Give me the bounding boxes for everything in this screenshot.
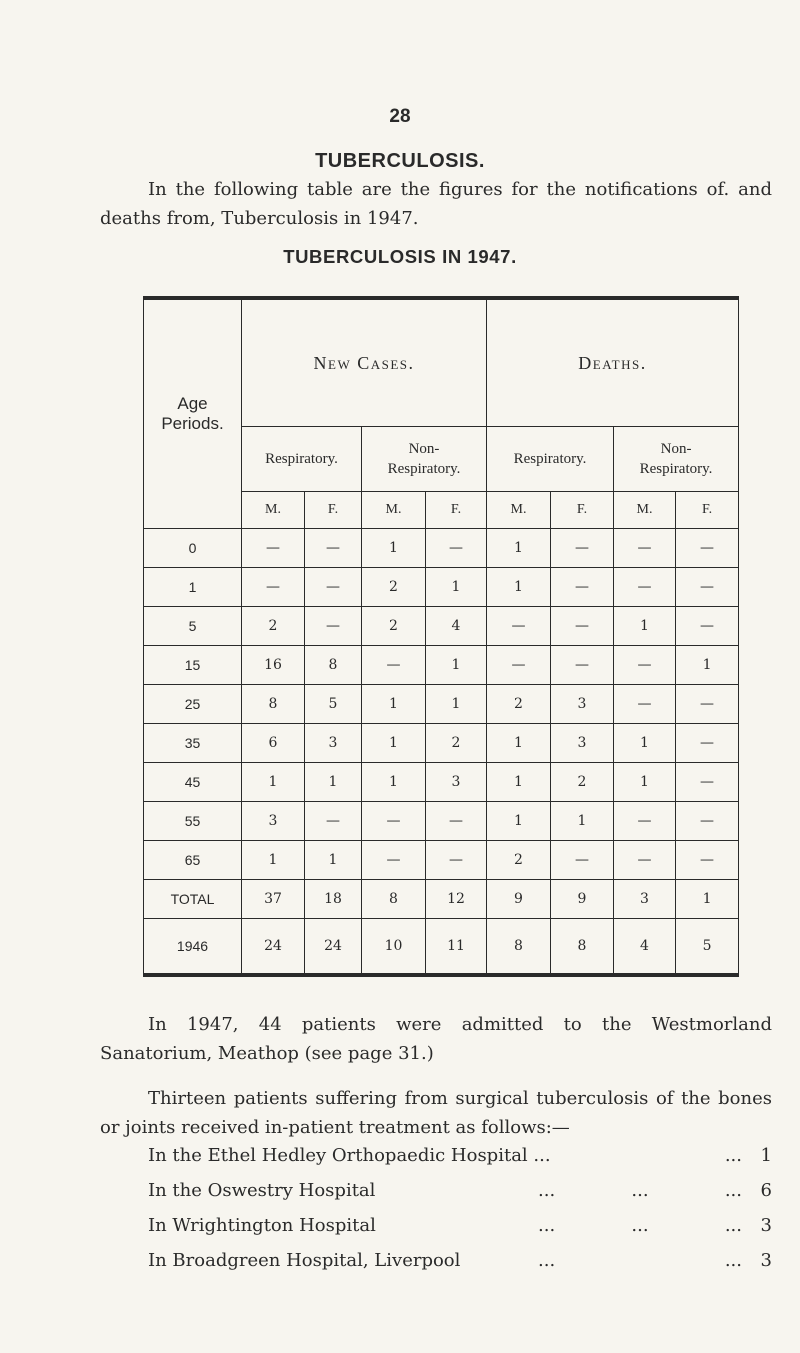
count-cell: 4	[614, 919, 676, 976]
count-cell: —	[487, 607, 551, 646]
table-row	[144, 685, 739, 724]
table-row	[144, 529, 739, 568]
leader-dots	[538, 1173, 752, 1208]
count-cell: 2	[487, 685, 551, 724]
count-cell: 1	[426, 685, 487, 724]
hospital-name: In the Ethel Hedley Orthopaedic Hospital ...	[148, 1145, 551, 1166]
count-cell: 1	[362, 685, 426, 724]
count-cell: —	[676, 529, 739, 568]
count-cell: 37	[242, 880, 305, 919]
leader-dot-group: ...	[724, 1215, 742, 1236]
count-cell: —	[676, 685, 739, 724]
subheader-non-respiratory: Non- Respiratory.	[614, 427, 739, 492]
age-period-cell: 1946	[144, 919, 242, 976]
count-cell: —	[305, 529, 362, 568]
count-cell: —	[551, 646, 614, 685]
count-cell: 1	[614, 724, 676, 763]
sex-header: F.	[426, 492, 487, 529]
leader-dots	[538, 1243, 752, 1278]
sex-header: M.	[242, 492, 305, 529]
age-period-cell: 0	[144, 529, 242, 568]
table-title: TUBERCULOSIS IN 1947.	[283, 246, 517, 267]
count-cell: 8	[487, 919, 551, 976]
sex-header: M.	[362, 492, 426, 529]
count-cell: 3	[551, 724, 614, 763]
table-row	[144, 724, 739, 763]
leader-dot-group: ...	[724, 1180, 742, 1201]
count-cell: 1	[676, 880, 739, 919]
count-cell: 9	[487, 880, 551, 919]
age-header-line: Age	[177, 394, 208, 413]
count-cell: 12	[426, 880, 487, 919]
sanatorium-paragraph: In 1947, 44 patients were admitted to the Westmorland Sanatorium, Meathop (see page 31.)	[100, 1014, 772, 1064]
leader-dots	[538, 1208, 752, 1243]
count-cell: —	[614, 685, 676, 724]
count-cell: 1	[487, 802, 551, 841]
hospital-name: In Broadgreen Hospital, Liverpool	[148, 1250, 461, 1271]
count-cell: 1	[426, 568, 487, 607]
count-cell: —	[614, 841, 676, 880]
count-cell: —	[305, 607, 362, 646]
count-cell: 1	[487, 763, 551, 802]
count-cell: —	[305, 568, 362, 607]
count-cell: 3	[242, 802, 305, 841]
count-cell: 24	[242, 919, 305, 976]
count-cell: 1	[362, 724, 426, 763]
count-cell: 3	[551, 685, 614, 724]
age-period-cell: 35	[144, 724, 242, 763]
hospital-list-item	[148, 1208, 772, 1243]
surgical-tb-paragraph: Thirteen patients suffering from surgical tuberculosis of the bones or joints received in-patient treatment as follows:—	[100, 1088, 772, 1138]
leader-dot-group: ...	[538, 1215, 556, 1236]
count-cell: 1	[242, 763, 305, 802]
leader-dot-group: ...	[631, 1215, 649, 1236]
table-row	[144, 880, 739, 919]
count-cell: 16	[242, 646, 305, 685]
age-period-cell: 5	[144, 607, 242, 646]
table-row	[144, 568, 739, 607]
count-cell: —	[426, 841, 487, 880]
intro-paragraph: In the following table are the figures for the notifications of. and deaths from, Tuberculosis in 1947.	[100, 179, 772, 229]
count-cell: 2	[362, 568, 426, 607]
count-cell: 8	[362, 880, 426, 919]
count-cell: —	[487, 646, 551, 685]
count-cell: —	[551, 607, 614, 646]
count-cell: 10	[362, 919, 426, 976]
section-heading: TUBERCULOSIS.	[315, 150, 485, 172]
count-cell: —	[362, 646, 426, 685]
count-cell: 3	[614, 880, 676, 919]
subheader-non-respiratory: Non- Respiratory.	[362, 427, 487, 492]
hospital-patient-count: 3	[760, 1250, 772, 1271]
count-cell: —	[305, 802, 362, 841]
count-cell: 8	[305, 646, 362, 685]
hospital-list-item	[148, 1173, 772, 1208]
count-cell: —	[551, 568, 614, 607]
page-number: 28	[389, 106, 411, 127]
hospital-list	[148, 1138, 772, 1278]
age-header-line: Periods.	[161, 414, 224, 433]
age-period-cell: 65	[144, 841, 242, 880]
count-cell: 1	[426, 646, 487, 685]
hospital-patient-count: 6	[760, 1180, 772, 1201]
sex-header: F.	[305, 492, 362, 529]
count-cell: —	[676, 724, 739, 763]
count-cell: 1	[242, 841, 305, 880]
count-cell: —	[242, 568, 305, 607]
hospital-name: In Wrightington Hospital	[148, 1215, 376, 1236]
count-cell: —	[551, 841, 614, 880]
hospital-name: In the Oswestry Hospital	[148, 1180, 376, 1201]
hospital-patient-count: 1	[760, 1145, 772, 1166]
count-cell: 1	[614, 763, 676, 802]
count-cell: 5	[305, 685, 362, 724]
count-cell: 3	[426, 763, 487, 802]
count-cell: 1	[487, 724, 551, 763]
leader-dot-group: ...	[631, 1180, 649, 1201]
count-cell: 1	[362, 763, 426, 802]
count-cell: —	[362, 802, 426, 841]
count-cell: 1	[487, 529, 551, 568]
count-cell: —	[362, 841, 426, 880]
count-cell: —	[614, 529, 676, 568]
count-cell: 8	[551, 919, 614, 976]
sex-header: F.	[676, 492, 739, 529]
count-cell: 9	[551, 880, 614, 919]
count-cell: 4	[426, 607, 487, 646]
deaths-header: Deaths.	[487, 298, 739, 427]
count-cell: 2	[242, 607, 305, 646]
age-period-cell: 25	[144, 685, 242, 724]
table-row	[144, 841, 739, 880]
table-row	[144, 646, 739, 685]
count-cell: 1	[305, 841, 362, 880]
count-cell: —	[676, 568, 739, 607]
age-period-cell: TOTAL	[144, 880, 242, 919]
table-row	[144, 919, 739, 976]
count-cell: 5	[676, 919, 739, 976]
count-cell: 1	[614, 607, 676, 646]
leader-dot-group: ...	[724, 1145, 742, 1166]
age-period-cell: 55	[144, 802, 242, 841]
age-period-cell: 15	[144, 646, 242, 685]
count-cell: 2	[426, 724, 487, 763]
table-row	[144, 802, 739, 841]
count-cell: 2	[551, 763, 614, 802]
count-cell: —	[614, 646, 676, 685]
count-cell: —	[551, 529, 614, 568]
count-cell: 2	[362, 607, 426, 646]
sex-header: M.	[487, 492, 551, 529]
sex-header: M.	[614, 492, 676, 529]
count-cell: 11	[426, 919, 487, 976]
count-cell: —	[676, 607, 739, 646]
count-cell: 1	[362, 529, 426, 568]
hospital-list-item	[148, 1138, 772, 1173]
table-row	[144, 763, 739, 802]
count-cell: 24	[305, 919, 362, 976]
leader-dots	[538, 1138, 752, 1173]
age-period-cell: 45	[144, 763, 242, 802]
new-cases-header: New Cases.	[242, 298, 487, 427]
count-cell: —	[614, 568, 676, 607]
count-cell: —	[676, 802, 739, 841]
tuberculosis-table	[143, 296, 739, 977]
count-cell: —	[426, 802, 487, 841]
leader-dot-group: ...	[724, 1250, 742, 1271]
table-row	[144, 607, 739, 646]
count-cell: —	[676, 763, 739, 802]
count-cell: —	[242, 529, 305, 568]
age-period-cell: 1	[144, 568, 242, 607]
count-cell: —	[676, 841, 739, 880]
count-cell: —	[426, 529, 487, 568]
count-cell: 8	[242, 685, 305, 724]
count-cell: 3	[305, 724, 362, 763]
sex-header: F.	[551, 492, 614, 529]
count-cell: 18	[305, 880, 362, 919]
count-cell: 6	[242, 724, 305, 763]
age-periods-header	[144, 298, 242, 529]
subheader-respiratory: Respiratory.	[487, 427, 614, 492]
count-cell: 1	[487, 568, 551, 607]
hospital-patient-count: 3	[760, 1215, 772, 1236]
count-cell: 2	[487, 841, 551, 880]
count-cell: 1	[676, 646, 739, 685]
count-cell: 1	[305, 763, 362, 802]
hospital-list-item	[148, 1243, 772, 1278]
leader-dot-group: ...	[538, 1250, 556, 1271]
count-cell: —	[614, 802, 676, 841]
leader-dot-group: ...	[538, 1180, 556, 1201]
subheader-respiratory: Respiratory.	[242, 427, 362, 492]
count-cell: 1	[551, 802, 614, 841]
